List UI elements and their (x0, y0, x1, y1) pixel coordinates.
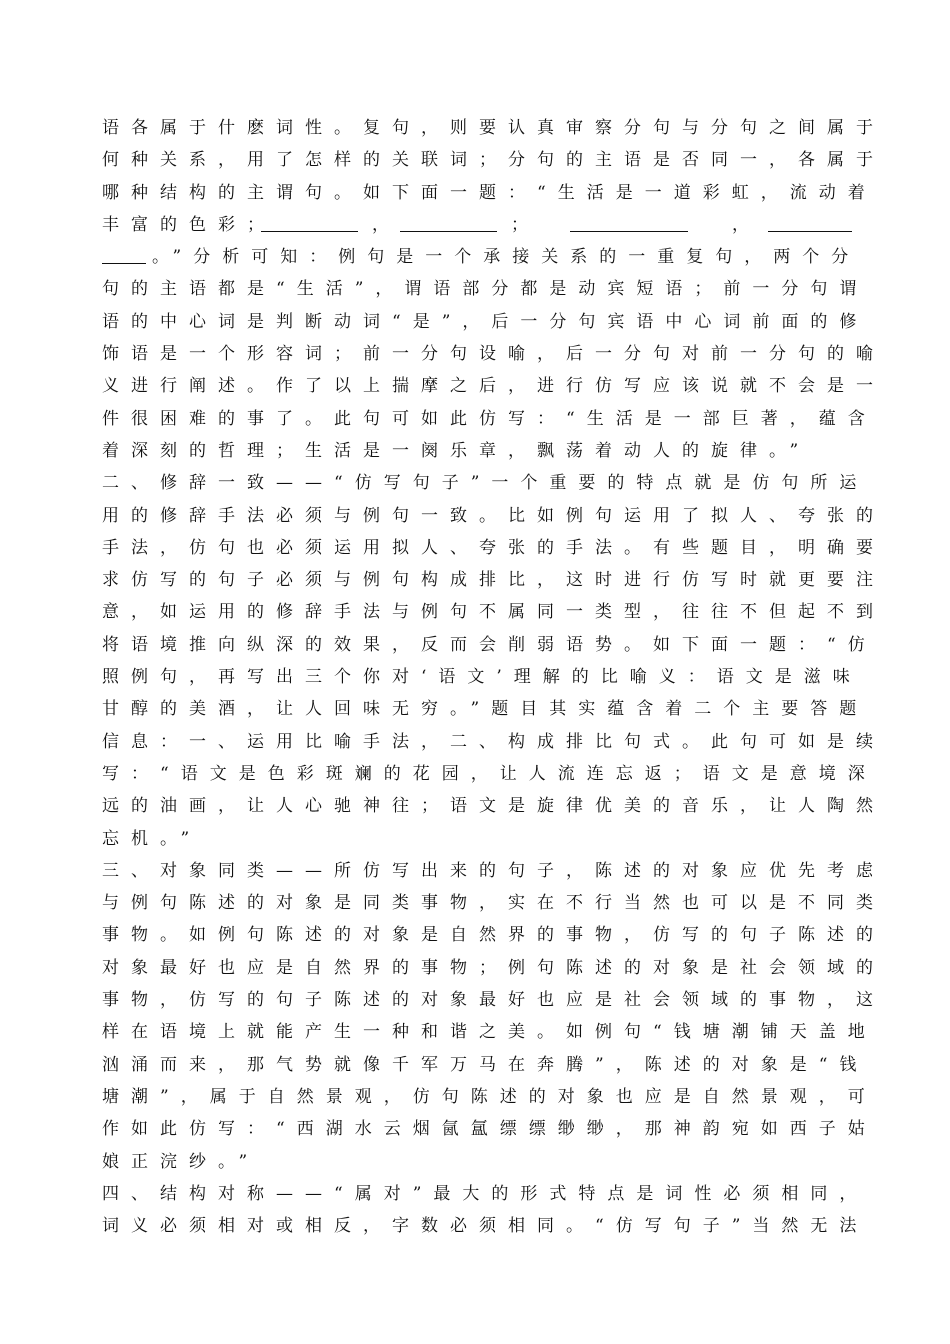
text-line: 哪种结构的主谓句。如下面一题：“生活是一道彩虹，流动着 (102, 182, 877, 203)
blank-separator-2: ； (511, 214, 540, 235)
text-line: 二、修辞一致——“仿写句子”一个重要的特点就是仿句所运 (102, 473, 869, 494)
fill-in-blank-line (102, 209, 842, 241)
text-line: 件很困难的事了。此句可如此仿写：“生活是一部巨著，蕴含 (102, 408, 877, 429)
blank-line-lead-text: 丰富的色彩； (102, 214, 276, 235)
text-line: 照例句，再写出三个你对‘语文’理解的比喻义：语文是滋味 (102, 667, 862, 688)
text-line: 事物，仿写的句子陈述的对象最好也应是社会领域的事物，这 (102, 990, 885, 1011)
text-line: 塘潮”，属于自然景观，仿句陈述的对象也应是自然景观，可 (102, 1086, 877, 1107)
text-line: 意，如运用的修辞手法与例句不属同一类型，往往不但起不到 (102, 602, 885, 623)
answer-blank-3 (570, 231, 688, 232)
text-line: 何种关系，用了怎样的关联词；分句的主语是否同一，各属于 (102, 150, 885, 171)
text-line: 语的中心词是判断动词“是”，后一分句宾语中心词前面的修 (102, 311, 869, 332)
answer-blank-4 (768, 231, 852, 232)
blank-separator-1: ， (372, 214, 401, 235)
blank-continuation-line (102, 241, 861, 273)
text-line: 对象最好也应是自然界的事物；例句陈述的对象是社会领域的 (102, 957, 885, 978)
blank-separator-3: ， (732, 214, 761, 235)
text-line: 忘机。” (102, 828, 202, 849)
text-line: 汹涌而来，那气势就像千军万马在奔腾”，陈述的对象是“钱 (102, 1054, 869, 1075)
text-line: 样在语境上就能产生一种和谐之美。如例句“钱塘潮铺天盖地 (102, 1022, 877, 1043)
text-line: 娘正浣纱。” (102, 1151, 260, 1172)
text-line: 语各属于什麽词性。复句，则要认真审察分句与分句之间属于 (102, 118, 885, 138)
text-line: 三、对象同类——所仿写出来的句子，陈述的对象应优先考虑 (102, 860, 885, 881)
text-line: 。”分析可知：例句是一个承接关系的一重复句，两个分 (152, 247, 861, 268)
text-line: 饰语是一个形容词；前一分句设喻，后一分句对前一分句的喻 (102, 344, 885, 365)
text-line: 用的修辞手法必须与例句一致。比如例句运用了拟人、夸张的 (102, 505, 885, 526)
answer-blank-1 (261, 231, 358, 232)
text-line: 将语境推向纵深的效果，反而会削弱语势。如下面一题：“仿 (102, 634, 877, 655)
text-line: 四、结构对称——“属对”最大的形式特点是词性必须相同， (102, 1183, 869, 1204)
text-line: 信息：一、运用比喻手法，二、构成排比句式。此句可如是续 (102, 731, 885, 752)
text-line: 写：“语文是色彩斑斓的花园，让人流连忘返；语文是意境深 (102, 763, 877, 784)
text-line: 词义必须相对或相反，字数必须相同。“仿写句子”当然无法 (102, 1216, 869, 1237)
text-line: 句的主语都是“生活”，谓语部分都是动宾短语；前一分句谓 (102, 279, 869, 300)
text-line: 远的油画，让人心驰神往；语文是旋律优美的音乐，让人陶然 (102, 796, 885, 817)
text-line: 作如此仿写：“西湖水云烟氤氲缥缥缈缈，那神韵宛如西子姑 (102, 1119, 877, 1140)
text-line: 求仿写的句子必须与例句构成排比，这时进行仿写时就更要注 (102, 570, 885, 591)
answer-blank-4-continued (102, 263, 146, 264)
text-line: 甘醇的美酒，让人回味无穷。”题目其实蕴含着二个主要答题 (102, 699, 869, 720)
document-body (102, 112, 885, 1242)
paragraph-part-2 (102, 273, 885, 1242)
answer-blank-2 (400, 231, 497, 232)
text-line: 事物。如例句陈述的对象是自然界的事物，仿写的句子陈述的 (102, 925, 885, 946)
text-line: 义进行阐述。作了以上揣摩之后，进行仿写应该说就不会是一 (102, 376, 885, 397)
paragraph-part-1 (102, 112, 885, 209)
text-line: 与例句陈述的对象是同类事物，实在不行当然也可以是不同类 (102, 893, 885, 914)
text-line: 着深刻的哲理；生活是一阕乐章，飘荡着动人的旋律。” (102, 440, 811, 461)
text-line: 手法，仿句也必须运用拟人、夸张的手法。有些题目，明确要 (102, 537, 885, 558)
